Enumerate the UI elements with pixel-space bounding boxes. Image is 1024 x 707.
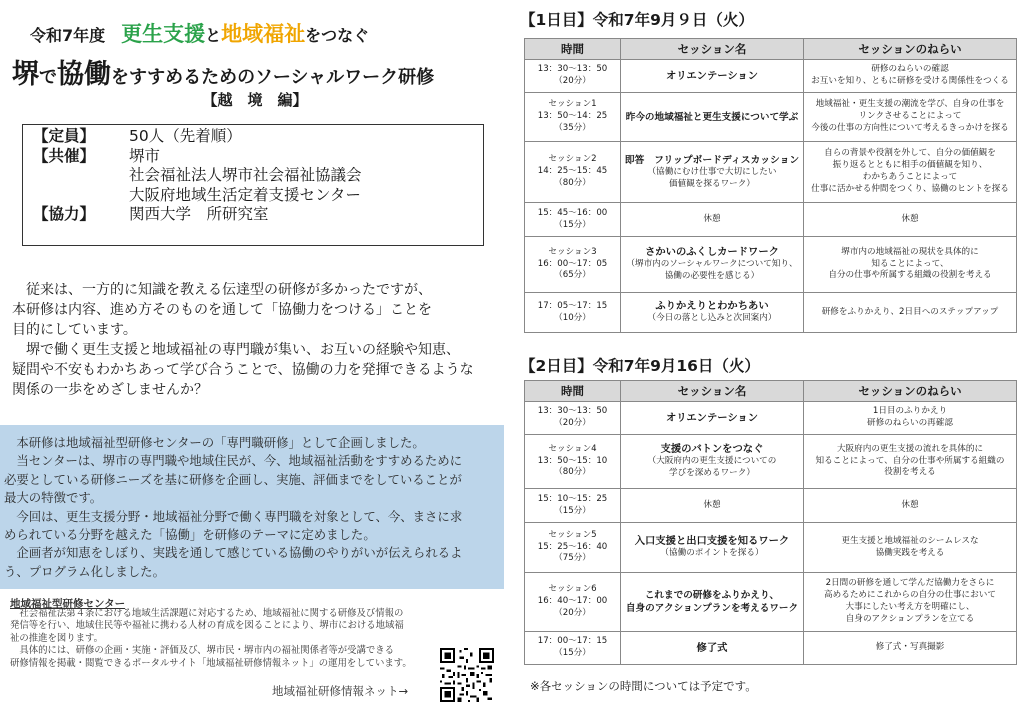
session-name: 入口支援と出口支援を知るワーク bbox=[634, 535, 790, 548]
aim-line: 知ることによって、 bbox=[871, 258, 949, 269]
table-row bbox=[525, 632, 1017, 665]
intro-paragraph bbox=[12, 280, 504, 400]
title-suffix: をつなぐ bbox=[305, 26, 370, 45]
aim-line: わかちあうことによって bbox=[862, 172, 958, 182]
table-row bbox=[525, 93, 1017, 142]
table-row bbox=[525, 142, 1017, 203]
aim-line: お互いを知り、ともに研修を受ける関係性をつくる bbox=[811, 76, 1009, 86]
aim-line: 修了式・写真撮影 bbox=[875, 642, 945, 653]
session-break: 休憩 bbox=[703, 499, 721, 510]
session-sub: （大阪府内の更生支援についての bbox=[647, 456, 777, 467]
blue-line: 必要としている研修ニーズを基に研修を企画し、実施、評価までをしていることが bbox=[4, 471, 462, 487]
intro-line: 目的にしています。 bbox=[12, 322, 137, 338]
info-key: 【共催】 bbox=[33, 146, 96, 165]
aim-line: 今後の仕事の方向性について考えるきっかけを探る bbox=[811, 122, 1009, 133]
aim-line: 役割を考える bbox=[884, 467, 936, 478]
session-cell bbox=[621, 632, 804, 665]
time-line: 13：30〜13：50 bbox=[537, 64, 608, 75]
aim-cell bbox=[804, 632, 1017, 665]
aim-cell bbox=[804, 293, 1017, 333]
time-line: （20分） bbox=[554, 76, 591, 86]
aim-line: 研修をふりかえり、2日目へのステップアップ bbox=[821, 306, 999, 317]
aim-line: 休憩 bbox=[901, 213, 919, 224]
col-session-header: セッション名 bbox=[621, 381, 804, 402]
title-green: 更生支援 bbox=[121, 22, 206, 46]
session-name: 自身のアクションプランを考えるワーク bbox=[625, 603, 799, 614]
aim-line: 2日間の研修を通して学んだ協働力をさらに bbox=[825, 578, 995, 589]
time-line: 17：05〜17：15 bbox=[537, 300, 608, 311]
info-value: 堺市 bbox=[129, 146, 161, 165]
center-line: 祉の推進を図ります。 bbox=[10, 632, 103, 644]
time-cell bbox=[525, 60, 621, 93]
title-to: と bbox=[205, 26, 222, 45]
table-header-row bbox=[525, 381, 1017, 402]
aim-cell bbox=[804, 237, 1017, 293]
session-cell bbox=[621, 60, 804, 93]
time-line: 17：00〜17：15 bbox=[537, 636, 608, 647]
table-row bbox=[525, 203, 1017, 237]
session-cell bbox=[621, 489, 804, 523]
intro-line: 疑問や不安もわかちあって学び合うことで、協働の力を発揮できるような bbox=[12, 362, 474, 378]
blue-line: 企画者が知恵をしぼり、実践を通して感じている協働のやりがいが伝えられるよ bbox=[4, 545, 463, 561]
aim-line: 自らの背景や役割を外して、自分の価値観を bbox=[824, 148, 996, 159]
time-cell bbox=[525, 435, 621, 489]
time-line: （20分） bbox=[554, 607, 591, 618]
session-name: 修了式 bbox=[696, 641, 728, 654]
session-name: オリエンテーション bbox=[665, 69, 759, 82]
aim-cell bbox=[804, 142, 1017, 203]
time-line: 15：45〜16：00 bbox=[537, 207, 608, 218]
info-values bbox=[129, 127, 483, 147]
time-line: 13：50〜15：10 bbox=[537, 455, 608, 466]
session-sub: （協働のポイントを探る） bbox=[660, 548, 764, 559]
time-line: 16：00〜17：05 bbox=[537, 258, 608, 269]
session-sub: （今日の落とし込みと次回案内） bbox=[647, 313, 777, 324]
blue-line: 今回は、更生支援分野・地域福祉分野で働く専門職を対象として、今、まさに求 bbox=[4, 508, 463, 524]
info-values bbox=[129, 205, 483, 225]
session-break: 休憩 bbox=[703, 213, 721, 224]
time-line: セッション1 bbox=[548, 99, 597, 110]
day1-schedule-table bbox=[524, 38, 1017, 333]
info-key: 【協力】 bbox=[33, 205, 96, 223]
blue-line: められている分野を越えた「協働」を研修のテーマに定めました。 bbox=[4, 527, 376, 543]
info-row bbox=[33, 127, 483, 147]
intro-line: 関係の一歩をめざしませんか？ bbox=[12, 382, 208, 398]
time-line: 13：50〜14：25 bbox=[537, 111, 608, 122]
center-description-box bbox=[0, 425, 504, 589]
aim-line: 更生支援と地域福祉のシームレスな bbox=[841, 535, 979, 546]
center-line: 社会福祉法第４条における地域生活課題に対応するため、地域福祉に関する研修及び情報の bbox=[10, 608, 404, 619]
session-sub: 学びを深めるワーク） bbox=[669, 468, 755, 478]
time-line: 15：10〜15：25 bbox=[537, 493, 608, 504]
info-value: 関西大学 所研究室 bbox=[129, 205, 269, 223]
session-sub: 協働の必要性を感じる） bbox=[664, 271, 760, 281]
time-line: （15分） bbox=[554, 505, 591, 516]
aim-line: 休憩 bbox=[901, 499, 919, 510]
time-line: セッション4 bbox=[548, 443, 597, 454]
table-row bbox=[525, 293, 1017, 333]
time-cell bbox=[525, 632, 621, 665]
table-header-row bbox=[525, 39, 1017, 60]
time-line: 15：25〜16：40 bbox=[537, 541, 608, 552]
session-cell bbox=[621, 293, 804, 333]
time-cell bbox=[525, 402, 621, 435]
table-row bbox=[525, 523, 1017, 573]
aim-line: 自身のアクションプランを立てる bbox=[845, 613, 975, 624]
time-line: （10分） bbox=[554, 312, 591, 323]
time-cell bbox=[525, 573, 621, 632]
time-line: 14：25〜15：45 bbox=[537, 166, 608, 177]
left-panel bbox=[0, 0, 510, 707]
aim-line: 知ることによって、自分の仕事や所属する組織の bbox=[815, 455, 1005, 466]
aim-cell bbox=[804, 489, 1017, 523]
session-cell bbox=[621, 435, 804, 489]
time-cell bbox=[525, 293, 621, 333]
right-panel bbox=[520, 0, 1016, 707]
session-cell bbox=[621, 203, 804, 237]
time-cell bbox=[525, 237, 621, 293]
schedule-footnote: ※各セッションの時間については予定です。 bbox=[530, 679, 757, 693]
title-sakai: 堺 bbox=[12, 59, 39, 90]
time-cell bbox=[525, 489, 621, 523]
aim-line: 堺市内の地域福祉の現状を具体的に bbox=[841, 246, 979, 257]
day1-title: 【1日目】令和7年9月９日（火） bbox=[520, 11, 754, 29]
time-line: （80分） bbox=[554, 177, 591, 188]
aim-cell bbox=[804, 523, 1017, 573]
time-cell bbox=[525, 142, 621, 203]
session-cell bbox=[621, 402, 804, 435]
aim-cell bbox=[804, 93, 1017, 142]
time-line: セッション2 bbox=[548, 154, 597, 165]
aim-cell bbox=[804, 573, 1017, 632]
info-value: 大阪府地域生活定着支援センター bbox=[129, 185, 361, 204]
aim-line: 地域福祉・更生支援の潮流を学び、自身の仕事を bbox=[815, 99, 1005, 110]
title-prefix: 令和7年度 bbox=[30, 26, 122, 45]
portal-link[interactable]: 地域福祉研修情報ネット→ bbox=[272, 684, 409, 698]
title-orange: 地域福祉 bbox=[221, 22, 306, 46]
table-row bbox=[525, 60, 1017, 93]
aim-cell bbox=[804, 203, 1017, 237]
session-cell bbox=[621, 142, 804, 203]
session-name: ふりかえりとわかちあい bbox=[655, 300, 769, 313]
aim-line: リンクさせることによって bbox=[858, 111, 962, 122]
blue-line: 最大の特徴です。 bbox=[4, 490, 103, 506]
session-name: 即答 フリップボードディスカッション bbox=[624, 154, 800, 166]
title-rest: をすすめるためのソーシャルワーク研修 bbox=[111, 67, 435, 88]
col-aim-header: セッションのねらい bbox=[804, 39, 1017, 60]
info-values bbox=[129, 147, 483, 206]
intro-line: 従来は、一方的に知識を教える伝達型の研修が多かったですが、 bbox=[12, 282, 432, 298]
time-line: セッション6 bbox=[548, 584, 597, 595]
aim-line: 高めるためにこれからの自分の仕事において bbox=[824, 590, 996, 601]
intro-line: 本研修は内容、進め方そのものを通して「協働力をつける」ことを bbox=[12, 302, 432, 318]
blue-line: う、プログラム化しました。 bbox=[4, 563, 165, 579]
time-line: （20分） bbox=[554, 418, 591, 428]
blue-line: 本研修は地域福祉型研修センターの「専門職研修」として企画しました。 bbox=[4, 435, 425, 450]
time-line: （75分） bbox=[554, 553, 591, 564]
time-line: （15分） bbox=[554, 648, 591, 658]
session-name: オリエンテーション bbox=[665, 411, 759, 424]
table-row bbox=[525, 402, 1017, 435]
session-cell bbox=[621, 523, 804, 573]
aim-line: 仕事に活かせる仲間をつくり、協働のヒントを探る bbox=[811, 183, 1009, 194]
table-row bbox=[525, 489, 1017, 523]
table-row bbox=[525, 237, 1017, 293]
session-name: これまでの研修をふりかえり、 bbox=[644, 590, 780, 601]
time-line: セッション5 bbox=[548, 529, 597, 540]
session-cell bbox=[621, 573, 804, 632]
time-cell bbox=[525, 203, 621, 237]
session-name: 支援のバトンをつなぐ bbox=[660, 443, 764, 456]
aim-line: 1日目のふりかえり bbox=[872, 406, 948, 417]
title-line-2 bbox=[12, 52, 434, 91]
session-sub: 価値観を探るワーク） bbox=[669, 178, 755, 189]
aim-line: 協働実践を考える bbox=[875, 547, 945, 558]
info-row bbox=[33, 147, 483, 206]
info-value: 50人（先着順） bbox=[129, 127, 242, 145]
aim-line: 大事にしたい考え方を明確にし、 bbox=[845, 602, 975, 612]
edition-label: 【越 境 編】 bbox=[202, 91, 308, 109]
intro-line: 堺で働く更生支援と地域福祉の専門職が集い、お互いの経験や知恵、 bbox=[12, 342, 460, 358]
session-cell bbox=[621, 93, 804, 142]
session-name: さかいのふくしカードワーク bbox=[645, 246, 779, 259]
col-time-header: 時間 bbox=[525, 381, 621, 402]
session-sub: （協働にむけ仕事で大切にしたい bbox=[647, 166, 777, 177]
aim-line: 自分の仕事や所属する組織の役割を考える bbox=[828, 270, 992, 281]
time-cell bbox=[525, 93, 621, 142]
center-line: 発信等を行い、地域住民等や福祉に携わる人材の育成を図ることにより、堺市における地域福 bbox=[10, 620, 404, 632]
aim-line: 振り返るとともに相手の価値観を知り、 bbox=[832, 160, 988, 171]
time-cell bbox=[525, 523, 621, 573]
info-box bbox=[22, 124, 484, 246]
qr-code-icon[interactable] bbox=[440, 648, 494, 702]
aim-cell bbox=[804, 60, 1017, 93]
center-body bbox=[10, 608, 430, 670]
col-session-header: セッション名 bbox=[621, 39, 804, 60]
time-line: 13：30〜13：50 bbox=[537, 406, 608, 417]
session-sub: （堺市内のソーシャルワークについて知り、 bbox=[626, 259, 798, 270]
center-line: 研修情報を掲載・閲覧できるポータルサイト「地域福祉研修情報ネット」の運用をしています。 bbox=[10, 657, 412, 669]
time-line: セッション3 bbox=[548, 246, 597, 257]
center-title: 地域福祉型研修センター bbox=[10, 598, 126, 610]
col-aim-header: セッションのねらい bbox=[804, 381, 1017, 402]
aim-cell bbox=[804, 402, 1017, 435]
time-line: （15分） bbox=[554, 219, 591, 230]
title-line-1 bbox=[30, 18, 369, 48]
session-cell bbox=[621, 237, 804, 293]
day2-title: 【2日目】令和7年9月16日（火） bbox=[520, 357, 760, 375]
aim-cell bbox=[804, 435, 1017, 489]
aim-line: 研修のねらいの確認 bbox=[871, 64, 949, 75]
info-key: 【定員】 bbox=[33, 127, 96, 145]
time-line: 16：40〜17：00 bbox=[537, 596, 608, 607]
col-time-header: 時間 bbox=[525, 39, 621, 60]
time-line: （65分） bbox=[554, 270, 591, 281]
info-value: 社会福祉法人堺市社会福祉協議会 bbox=[129, 166, 362, 184]
time-line: （80分） bbox=[554, 467, 591, 478]
title-kyodo: 協働 bbox=[57, 59, 111, 90]
center-line: 具体的には、研修の企画・実施・評価及び、堺市民・堺市内の福祉関係者等が受講できる bbox=[10, 645, 395, 657]
time-line: （35分） bbox=[554, 122, 591, 133]
aim-line: 研修のねらいの再確認 bbox=[867, 418, 953, 428]
table-row bbox=[525, 573, 1017, 632]
blue-line: 当センターは、堺市の専門職や地域住民が、今、地域福祉活動をすすめるために bbox=[4, 453, 463, 469]
aim-line: 大阪府内の更生支援の流れを具体的に bbox=[836, 443, 984, 454]
title-de: で bbox=[39, 67, 57, 88]
table-row bbox=[525, 435, 1017, 489]
session-name: 昨今の地域福祉と更生支援について学ぶ bbox=[625, 111, 799, 123]
day2-schedule-table bbox=[524, 380, 1017, 665]
info-row bbox=[33, 205, 483, 225]
